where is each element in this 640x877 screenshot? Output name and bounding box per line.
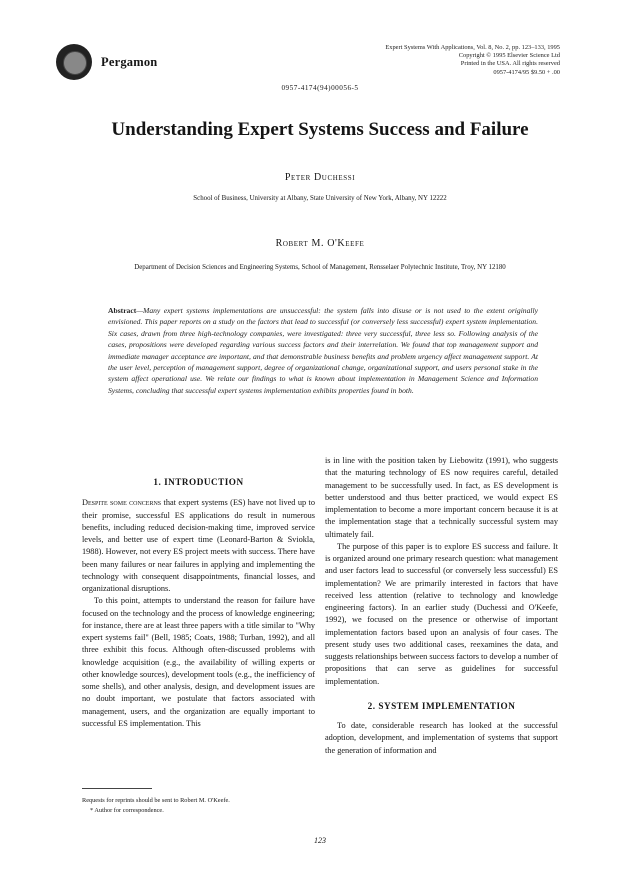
reprint-footnote: Requests for reprints should be sent to Robert M. O'Keefe.: [82, 797, 230, 804]
paragraph-text: that expert systems (ES) have not lived up to their promise, successful ES applications do result in numerous benefits, including reduced decision-making time, improved service levels, and better use of expert time (Leonard-Barton & Sviokla, 1988). However, not every ES project meets with success. There have been many failures or near failures in applying and implementing the technology with consequent disappointments, financial losses, and organizational disruptions.: [82, 498, 315, 593]
section-heading: 2. SYSTEM IMPLEMENTATION: [367, 700, 516, 711]
author-affiliation: School of Business, University at Albany, State University of New York, Albany, NY 12222: [193, 195, 447, 202]
author-name: Peter Duchessi: [284, 172, 356, 183]
abstract-text: —Many expert systems implementations are unsuccessful: the system falls into disuse or is not used to the extent originally envisioned. This paper reports on a study on the factors that lead to successful (or conversely less successful) expert system implementation. Six cases, drawn from three high-technology companies, were investigated: three very successful, three less so. Following analysis of the cases, propositions were developed regarding various success factors and their interrelation. We found that top management support and immediate manager acceptance are important, and that demonstrable business benefits and problem urgency affect management support. At the user level, perception of management support, degree of organizational change, organizational support, and users personal stake in the system affect operational use. We relate our findings to what is known about implementation in Management Science and Information Systems, concluding that successful expert systems implementation exhibits properties found in both.: [108, 306, 538, 395]
paper-title: Understanding Expert Systems Success and Failure: [111, 119, 529, 140]
issn-price-line: 0957-4174/95 $9.50 + .00: [493, 68, 560, 76]
abstract: [108, 305, 538, 396]
paragraph: To this point, attempts to understand the reason for failure have focused on the technology and the process of knowledge engineering; for instance, there are at least three papers with a title similar to "Why expert systems fail" (Bell, 1985; Coats, 1988; Turban, 1992), and all three exhibit this focus. Although often-discussed problems with knowledge acquisition (e.g., the availability of willing experts or other knowledge sources), development tools (e.g., the inefficiency of some shells), and other analysis, design, and development issues are no doubt important, we postulate that factors associated with management, users, and the organization are equally important to successful ES implementation. This: [82, 596, 315, 728]
page-number: 123: [314, 836, 326, 845]
footnotes: [82, 796, 322, 816]
author-affiliation: Department of Decision Sciences and Engineering Systems, School of Management, Rensselaer Polytechnic Institute, Troy, NY 12180: [134, 264, 506, 271]
paragraph: To date, considerable research has looked at the successful adoption, development, and implementation of systems that support the generation of information and: [325, 721, 558, 755]
copyright-line: Copyright © 1995 Elsevier Science Ltd: [458, 52, 560, 60]
paragraph: The purpose of this paper is to explore ES success and failure. It is organized around one primary research question: what management and user factors lead to successful (or conversely less successful) ES implementation? We are primarily interested in factors that have received less attention (relative to technology and knowledge engineering factors). In an earlier study (Duchessi and O'Keefe, 1992), we focused on the presence or otherwise of important implementation factors based upon an analysis of four cases. The present study uses two additional cases, reexamines the data, and suggests relationships between success factors to develop a number of propositions that can serve as guidelines for successful implementation.: [325, 541, 558, 686]
correspondence-footnote: * Author for correspondence.: [90, 807, 164, 814]
lead-in: Despite some concerns: [82, 498, 162, 508]
paragraph: is in line with the position taken by Liebowitz (1991), who suggests that the maturing technology of ES now requires careful, detailed management to be successfully used. In fact, as ES development is better understood and thus better practiced, we would expect ES implementation to become a more important concern because it is at the implementation stage that a technically successful system may ultimately fail.: [325, 456, 558, 539]
journal-info: [330, 44, 560, 77]
publisher-name: Pergamon: [101, 55, 158, 69]
right-column: [325, 455, 558, 757]
abstract-label: Abstract: [108, 306, 137, 315]
section-heading: 1. INTRODUCTION: [153, 477, 244, 487]
printed-line: Printed in the USA. All rights reserved: [460, 60, 560, 68]
footnote-divider: [82, 788, 152, 789]
journal-citation: Expert Systems With Applications, Vol. 8, No. 2, pp. 123–133, 1995: [385, 44, 560, 51]
left-column: [82, 476, 315, 730]
publisher-logo: [56, 44, 92, 80]
doi-code: 0957-4174(94)00056-5: [281, 84, 359, 92]
author-name: Robert M. O'Keefe: [275, 238, 365, 249]
paragraph: [82, 497, 315, 595]
